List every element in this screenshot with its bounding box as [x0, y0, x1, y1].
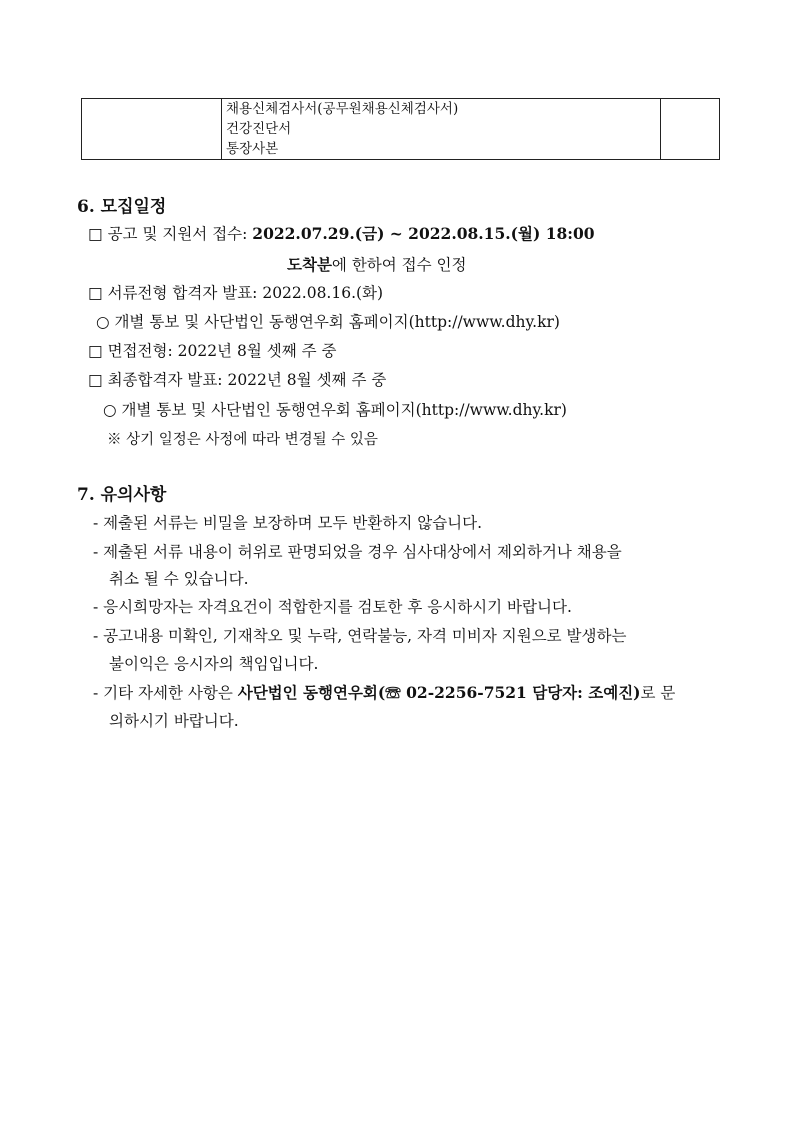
schedule-item-final-result: □ 최종합격자 발표: 2022년 8월 셋째 주 중: [88, 371, 387, 389]
notice-line: 불이익은 응시자의 책임입니다.: [109, 655, 319, 673]
table-cell-text: 통장사본: [226, 141, 279, 157]
section-heading-notes: 7. 유의사항: [77, 485, 167, 505]
schedule-item-interview: □ 면접전형: 2022년 8월 셋째 주 중: [88, 342, 337, 360]
schedule-subitem: ○ 개별 통보 및 사단법인 동행연우회 홈페이지(http://www.dhy.kr): [103, 401, 567, 419]
contact-info: 사단법인 동행연우회(☏ 02-2256-7521 담당자: 조예진): [237, 683, 641, 702]
document-table: [81, 98, 720, 160]
notice-line-contact: [93, 681, 675, 703]
schedule-note: ※ 상기 일정은 사정에 따라 변경될 수 있음: [107, 432, 378, 448]
schedule-item-document-result: □ 서류전형 합격자 발표: 2022.08.16.(화): [88, 284, 384, 302]
emphasis-text: 도착분: [287, 255, 332, 274]
note-text: 에 한하여 접수 인정: [331, 256, 467, 274]
notice-line: - 제출된 서류 내용이 허위로 판명되었을 경우 심사대상에서 제외하거나 채용을: [93, 543, 622, 561]
schedule-item-dates: 2022.07.29.(금) ~ 2022.08.15.(월) 18:00: [252, 224, 595, 243]
table-divider: [221, 99, 222, 159]
notice-line: - 응시희망자는 자격요건이 적합한지를 검토한 후 응시하시기 바랍니다.: [93, 598, 572, 616]
schedule-item-application-note: [287, 253, 467, 275]
notice-text: 로 문: [640, 684, 676, 702]
notice-line: - 제출된 서류는 비밀을 보장하며 모두 반환하지 않습니다.: [93, 514, 483, 532]
table-cell-text: 건강진단서: [226, 121, 292, 137]
table-divider: [660, 99, 661, 159]
notice-line: - 공고내용 미확인, 기재착오 및 누락, 연락불능, 자격 미비자 지원으로 발생하는: [93, 627, 627, 645]
schedule-subitem: ○ 개별 통보 및 사단법인 동행연우회 홈페이지(http://www.dhy.kr): [96, 313, 560, 331]
schedule-item-application: [88, 222, 595, 244]
notice-line: 취소 될 수 있습니다.: [109, 570, 249, 588]
table-cell-text: 채용신체검사서(공무원채용신체검사서): [226, 101, 459, 117]
notice-line: 의하시기 바랍니다.: [109, 712, 239, 730]
notice-text: - 기타 자세한 사항은: [93, 684, 238, 702]
section-heading-schedule: 6. 모집일정: [77, 197, 167, 217]
schedule-item-label: □ 공고 및 지원서 접수:: [88, 225, 253, 243]
